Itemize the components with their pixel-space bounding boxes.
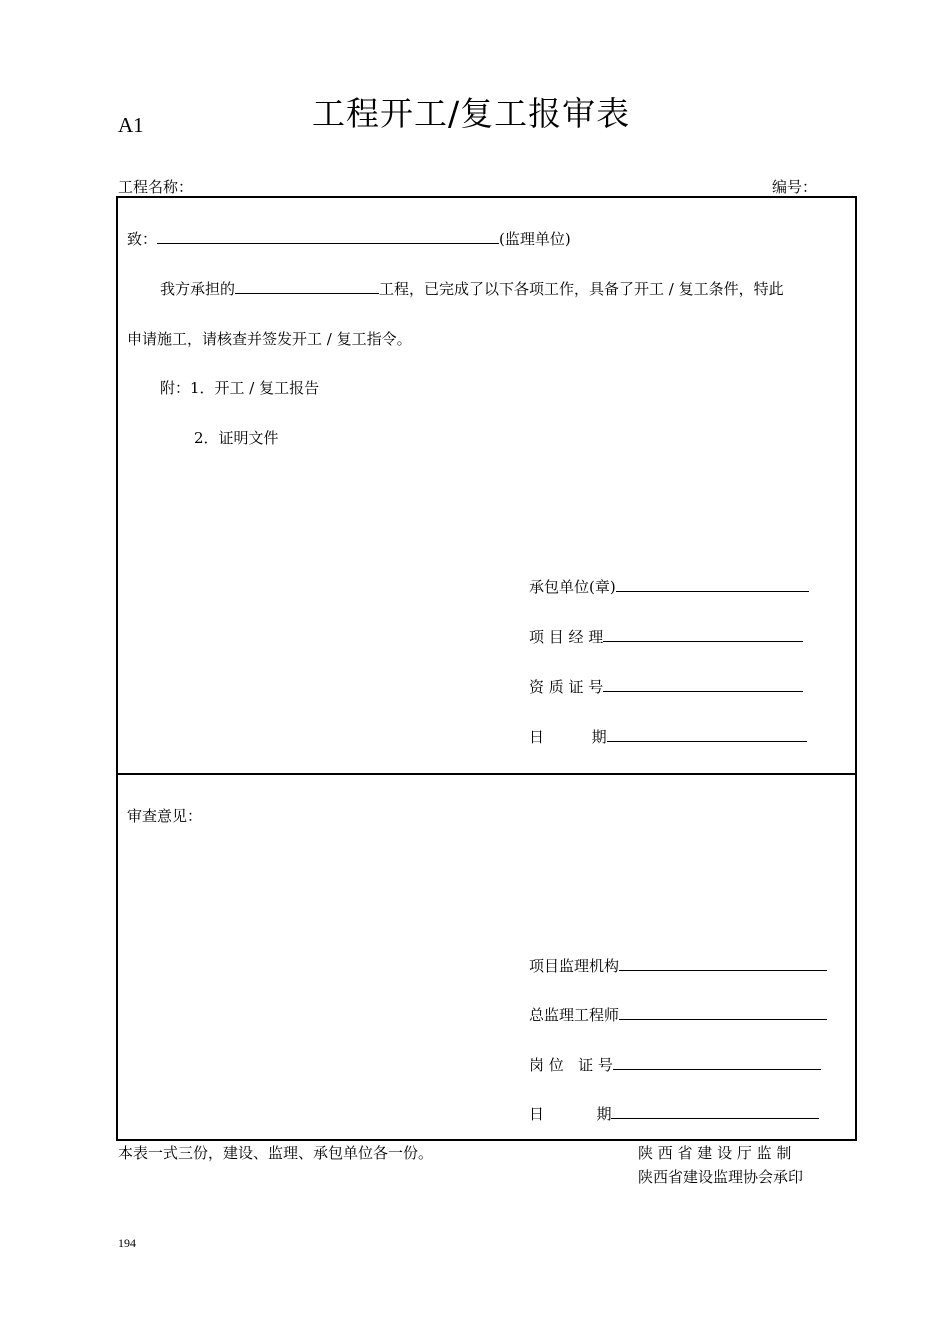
form-code: A1	[118, 113, 144, 137]
post-cert-field[interactable]	[613, 1055, 821, 1070]
attachment-2: 2．证明文件	[194, 429, 279, 447]
section-divider	[116, 773, 855, 775]
supervision-unit-field[interactable]	[157, 229, 499, 244]
page-number: 194	[118, 1236, 136, 1250]
body-text-1: 我方承担的	[160, 280, 236, 298]
review-date-label: 日 期	[529, 1105, 612, 1123]
attachment-1: 附：1．开工 / 复工报告	[160, 379, 320, 397]
project-manager-field[interactable]	[603, 627, 803, 642]
project-field[interactable]	[235, 279, 379, 294]
issuer-supervised: 陕 西 省 建 设 厅 监 制	[638, 1144, 792, 1162]
contractor-signature-row	[529, 577, 809, 597]
review-date-field[interactable]	[611, 1104, 819, 1119]
review-opinion-label: 审查意见：	[127, 807, 203, 825]
copies-note: 本表一式三份，建设、监理、承包单位各一份。	[118, 1144, 434, 1162]
chief-engineer-label: 总监理工程师	[529, 1006, 620, 1024]
post-cert-label: 岗 位 证 号	[529, 1056, 613, 1074]
serial-number-label: 编号：	[772, 178, 818, 196]
contractor-seal-field[interactable]	[616, 577, 809, 592]
supervision-org-row	[529, 956, 827, 976]
body-text-2: 工程，已完成了以下各项工作，具备了开工 / 复工条件，特此	[379, 280, 784, 298]
project-manager-label: 项 目 经 理	[529, 628, 604, 646]
page-title: 工程开工/复工报审表	[312, 94, 631, 133]
application-date-label: 日 期	[529, 728, 607, 746]
post-cert-row	[529, 1055, 821, 1075]
application-date-field[interactable]	[607, 727, 807, 742]
contractor-seal-label: 承包单位(章)	[529, 578, 616, 596]
qualification-no-field[interactable]	[603, 677, 803, 692]
application-body-line-2: 申请施工，请核查并签发开工 / 复工指令。	[127, 330, 412, 348]
supervision-org-field[interactable]	[619, 956, 827, 971]
application-body-line-1	[160, 279, 784, 299]
review-date-row	[529, 1104, 819, 1124]
to-label: 致：	[127, 230, 158, 248]
project-manager-row	[529, 627, 803, 647]
project-name-label: 工程名称：	[118, 178, 194, 196]
qualification-no-row	[529, 677, 803, 697]
supervision-org-label: 项目监理机构	[529, 957, 620, 975]
to-suffix: (监理单位)	[499, 230, 571, 248]
chief-engineer-field[interactable]	[619, 1005, 827, 1020]
addressee-line	[127, 229, 571, 249]
qualification-no-label: 资 质 证 号	[529, 678, 604, 696]
chief-engineer-row	[529, 1005, 827, 1025]
application-date-row	[529, 727, 807, 747]
issuer-printed: 陕西省建设监理协会承印	[638, 1168, 804, 1186]
